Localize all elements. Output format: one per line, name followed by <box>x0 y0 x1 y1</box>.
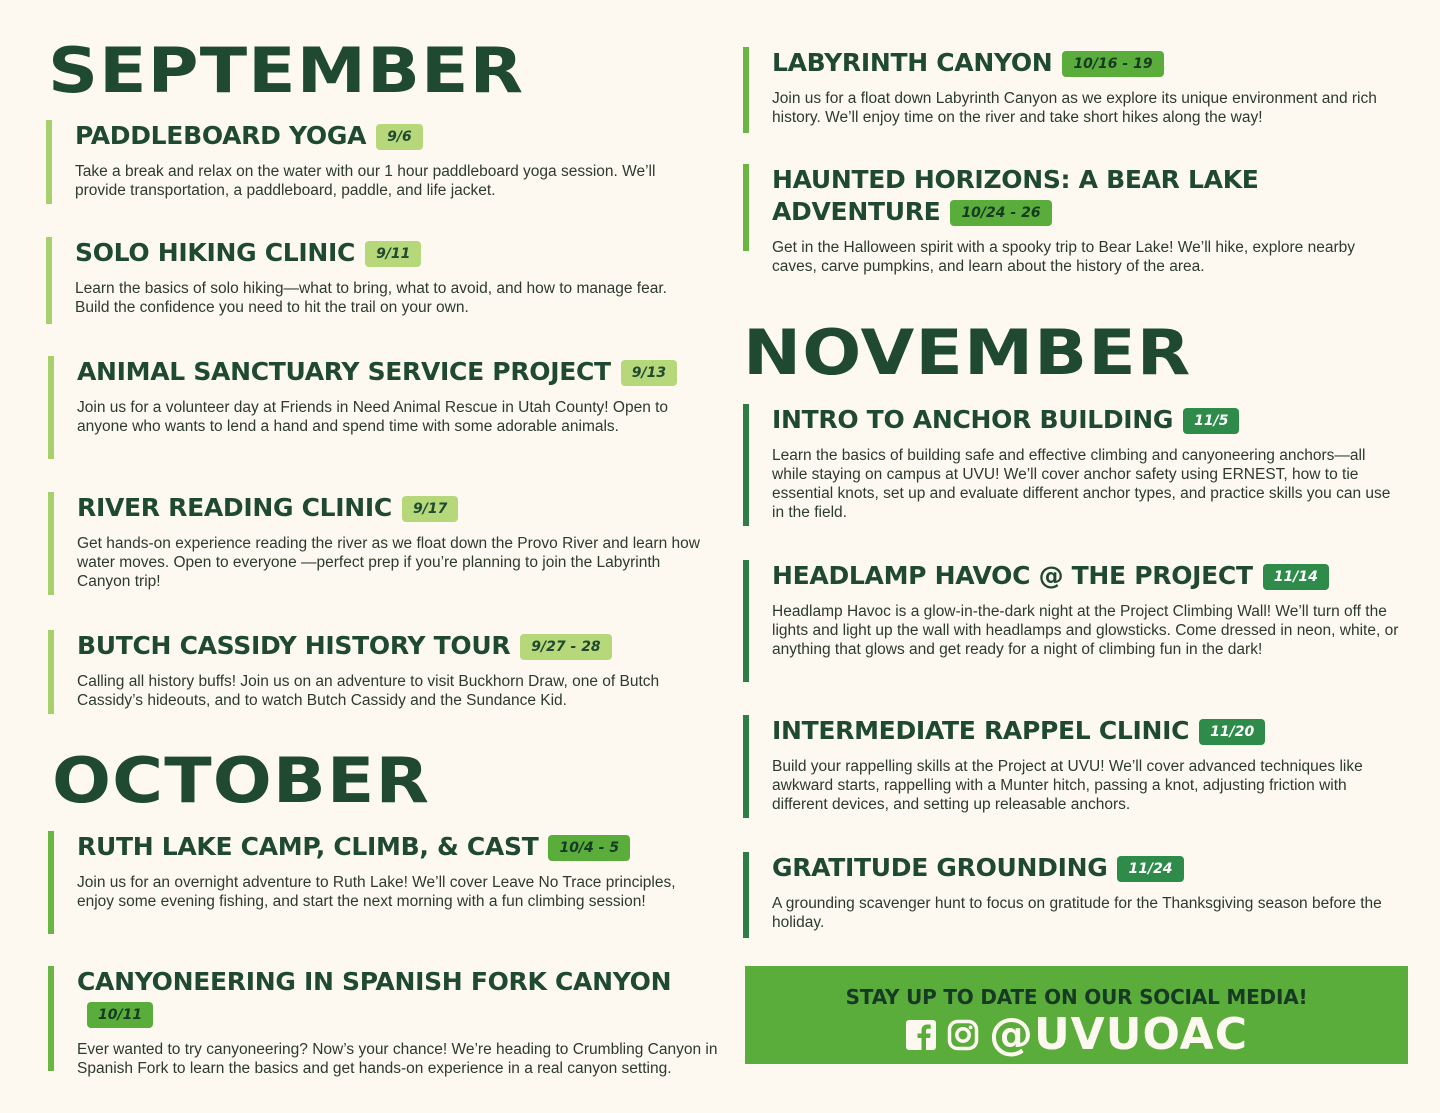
event-haunted-horizons <box>743 164 1403 275</box>
facebook-icon[interactable] <box>905 1019 937 1051</box>
event-date-badge: 9/13 <box>621 360 677 386</box>
event-intro-anchor-building <box>743 404 1393 526</box>
event-date-badge: 10/24 - 26 <box>950 200 1051 226</box>
event-description: A grounding scavenger hunt to focus on gratitude for the Thanksgiving season before the holiday. <box>772 895 1382 931</box>
event-title: HEADLAMP HAVOC @ THE PROJECT <box>772 561 1253 590</box>
event-date-badge: 9/11 <box>365 241 421 267</box>
event-labyrinth-canyon <box>743 47 1413 133</box>
instagram-icon[interactable] <box>947 1019 979 1051</box>
event-solo-hiking-clinic <box>46 237 686 324</box>
event-description: Get hands-on experience reading the river as we float down the Provo River and learn how water moves. Open to everyone —perfect prep if you’re planning to join the Labyrinth Canyon trip! <box>77 535 700 590</box>
event-intermediate-rappel <box>743 715 1393 818</box>
event-description: Learn the basics of solo hiking—what to bring, what to avoid, and how to manage fear. Build the confidence you need to hit the trail on your own. <box>75 280 667 316</box>
event-description: Take a break and relax on the water with our 1 hour paddleboard yoga session. We’ll provide transportation, a paddleboard, paddle, and life jacket. <box>75 163 656 199</box>
social-media-banner <box>745 966 1408 1064</box>
event-title: GRATITUDE GROUNDING <box>772 853 1108 882</box>
event-date-badge: 11/20 <box>1199 719 1265 745</box>
event-title: RIVER READING CLINIC <box>77 493 392 522</box>
event-title: HAUNTED HORIZONS: A BEAR LAKE ADVENTURE <box>772 165 1259 226</box>
event-date-badge: 9/6 <box>376 124 423 150</box>
event-description: Join us for a volunteer day at Friends in Need Animal Rescue in Utah County! Open to anyone who wants to lend a hand and spend time with some adorable animals. <box>77 399 669 435</box>
event-description: Join us for an overnight adventure to Ruth Lake! We’ll cover Leave No Trace principles, enjoy some evening fishing, and start the next morning with a fun climbing session! <box>77 874 676 910</box>
event-title: CANYONEERING IN SPANISH FORK CANYON <box>77 967 672 996</box>
event-title: INTRO TO ANCHOR BUILDING <box>772 405 1174 434</box>
september-heading: SEPTEMBER <box>48 34 525 107</box>
event-date-badge: 10/11 <box>87 1002 153 1028</box>
event-date-badge: 9/27 - 28 <box>520 634 611 660</box>
event-description: Ever wanted to try canyoneering? Now’s your chance! We’re heading to Crumbling Canyon in Spanish Fork to learn the basics and get hands-on experience in a real canyon setting. <box>77 1041 718 1077</box>
social-heading: STAY UP TO DATE ON OUR SOCIAL MEDIA! <box>845 985 1308 1009</box>
event-date-badge: 10/4 - 5 <box>548 835 630 861</box>
event-date-badge: 10/16 - 19 <box>1062 51 1163 77</box>
october-heading: OCTOBER <box>52 744 431 817</box>
event-headlamp-havoc <box>743 560 1403 682</box>
event-date-badge: 11/14 <box>1263 564 1329 590</box>
november-heading: NOVEMBER <box>743 316 1192 389</box>
event-animal-sanctuary <box>48 356 693 459</box>
event-description: Calling all history buffs! Join us on an adventure to visit Buckhorn Draw, one of Butch Cassidy’s hideouts, and to watch Butch Cassidy and the Sundance Kid. <box>77 673 660 709</box>
event-date-badge: 11/24 <box>1117 856 1183 882</box>
social-handle[interactable]: @UVUOAC <box>988 1009 1249 1060</box>
event-title: LABYRINTH CANYON <box>772 48 1053 77</box>
event-title: RUTH LAKE CAMP, CLIMB, & CAST <box>77 832 539 861</box>
event-description: Join us for a float down Labyrinth Canyon as we explore its unique environment and rich history. We’ll enjoy time on the river and take short hikes along the way! <box>772 90 1377 126</box>
event-ruth-lake <box>48 831 693 934</box>
event-title: BUTCH CASSIDY HISTORY TOUR <box>77 631 511 660</box>
event-butch-cassidy-tour <box>48 630 708 714</box>
event-date-badge: 11/5 <box>1183 408 1239 434</box>
event-gratitude-grounding <box>743 852 1403 938</box>
event-description: Build your rappelling skills at the Project at UVU! We’ll cover advanced techniques like awkward starts, rappelling with a Munter hitch, passing a knot, adjusting friction with different devices, and setting up releasable anchors. <box>772 758 1363 813</box>
event-description: Learn the basics of building safe and effective climbing and canyoneering anchors—all while staying on campus at UVU! We’ll cover anchor safety using ERNEST, how to tie essential knots, set up and evaluate different anchor types, and practice skills you can use in the field. <box>772 447 1391 521</box>
event-date-badge: 9/17 <box>402 496 458 522</box>
event-canyoneering-spanish-fork <box>48 966 718 1077</box>
event-title: PADDLEBOARD YOGA <box>75 121 367 150</box>
event-river-reading-clinic <box>48 492 708 595</box>
event-paddleboard-yoga <box>46 120 686 204</box>
event-title: SOLO HIKING CLINIC <box>75 238 356 267</box>
event-title: INTERMEDIATE RAPPEL CLINIC <box>772 716 1190 745</box>
event-title: ANIMAL SANCTUARY SERVICE PROJECT <box>77 357 611 386</box>
event-description: Headlamp Havoc is a glow-in-the-dark night at the Project Climbing Wall! We’ll turn off the lights and light up the wall with headlamps and glowsticks. Come dressed in neon, white, or anything that glows and get ready for a night of climbing fun in the dark! <box>772 603 1399 658</box>
event-description: Get in the Halloween spirit with a spooky trip to Bear Lake! We’ll hike, explore nearby caves, carve pumpkins, and learn about the history of the area. <box>772 239 1355 275</box>
